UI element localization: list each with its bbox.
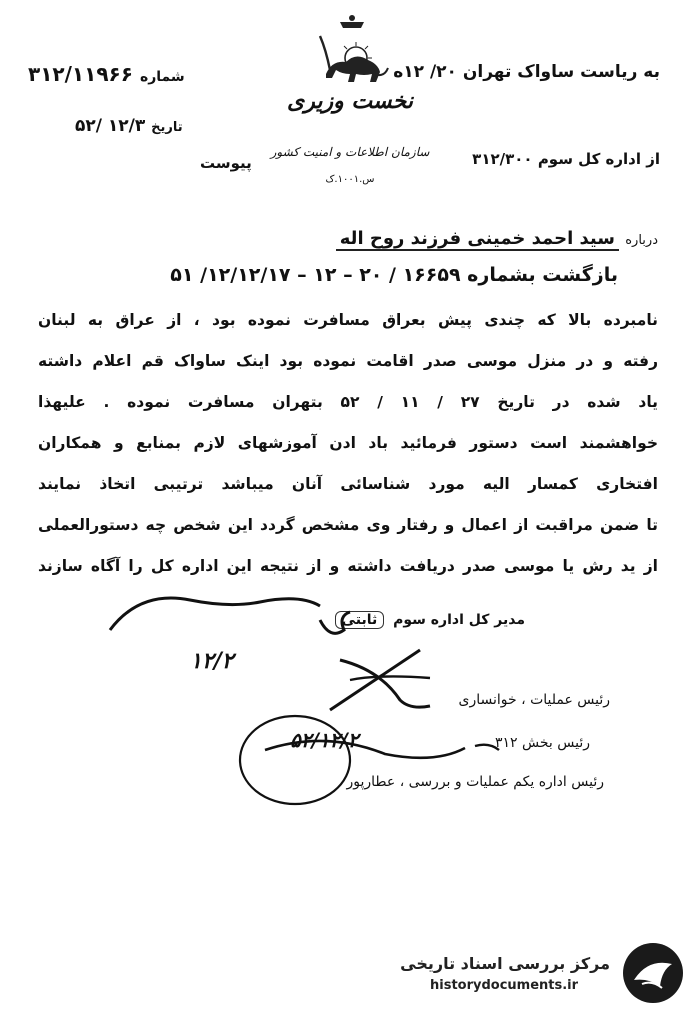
lion-and-sun-emblem-icon [312,14,392,92]
sender: از اداره کل سوم ۳۱۲/۳۰۰ [472,150,660,168]
letter-date-label: تاریخ [151,120,183,135]
letter-body [38,300,658,587]
letter-date-value: ۵۲/ ۱۲/۳ [75,116,146,136]
director-date: ۱۲/۲ [190,648,234,674]
recipient: به ریاست ساواک تهران ۲۰/ ۱۲ه [393,62,660,82]
subject-label: درباره [625,233,658,248]
organization-name: سازمان اطلاعات و امنیت کشور [270,145,430,159]
circled-signature [225,700,525,810]
watermark-title: مرکز بررسی اسناد تاریخی [400,954,610,973]
letter-number-value: ۳۱۲/۱۱۹۶۶ [28,62,133,86]
letter-number-label: شماره [139,69,185,85]
subject-text: سید احمد خمینی فرزند روح اله [336,228,619,251]
letter-number [28,62,185,86]
chief-section-date: ۵۲/۱۲/۲ [290,728,359,752]
body-line: نامبرده بالا که چندی پیش بعراق مسافرت نموده بود ، از عراق به لبنان [38,311,658,329]
chief-department-line: رئیس اداره یکم عملیات و بررسی ، عطارپور [346,774,604,790]
body-line: خواهشمند است دستور فرمائید باد ادن آموزشهای لازم بمنابع و همکاران [38,434,658,452]
reference-code: س.۱۰۰۱.ک [325,174,375,185]
archive-logo-icon [620,940,686,1006]
ministry-title: نخست وزیری [287,88,413,114]
watermark-url: historydocuments.ir [430,978,579,993]
body-line: یاد شده در تاریخ ۲۷ / ۱۱ / ۵۲ بتهران مسافرت نموده . علیهذا [38,393,658,411]
body-line: از ید رش یا موسی صدر دریافت داشته و از نتیجه این اداره کل را آگاه سازند [38,557,658,575]
reference-line: بازگشت بشماره ۱۶۶۵۹ / ۲۰ – ۱۲ – ۱۲/۱۲/۱۷/ ۵۱ [170,264,618,286]
subject-line [336,228,658,249]
attachment-label: پیوست [200,154,252,172]
director-signature-block [335,612,525,628]
director-name: ثابتی [335,611,385,629]
body-line: افتخاری کمسار الیه مورد شناسائی آنان میباشد ترتیبی اتخاذ نمایند [38,475,658,493]
body-line: رفته و در منزل موسی صدر اقامت نموده بود اینک ساواک قم اعلام داشته [38,352,658,370]
chief-section-line: رئیس بخش ۳۱۲ [495,735,590,751]
body-line: تا ضمن مراقبت از اعمال و رفتار وی مشخص گردد این شخص چه دستورالعملی [38,516,658,534]
chief-operations-line: رئیس عملیات ، خوانساری [458,692,610,708]
director-label: مدیر کل اداره سوم [393,612,525,628]
letter-date [75,116,183,136]
